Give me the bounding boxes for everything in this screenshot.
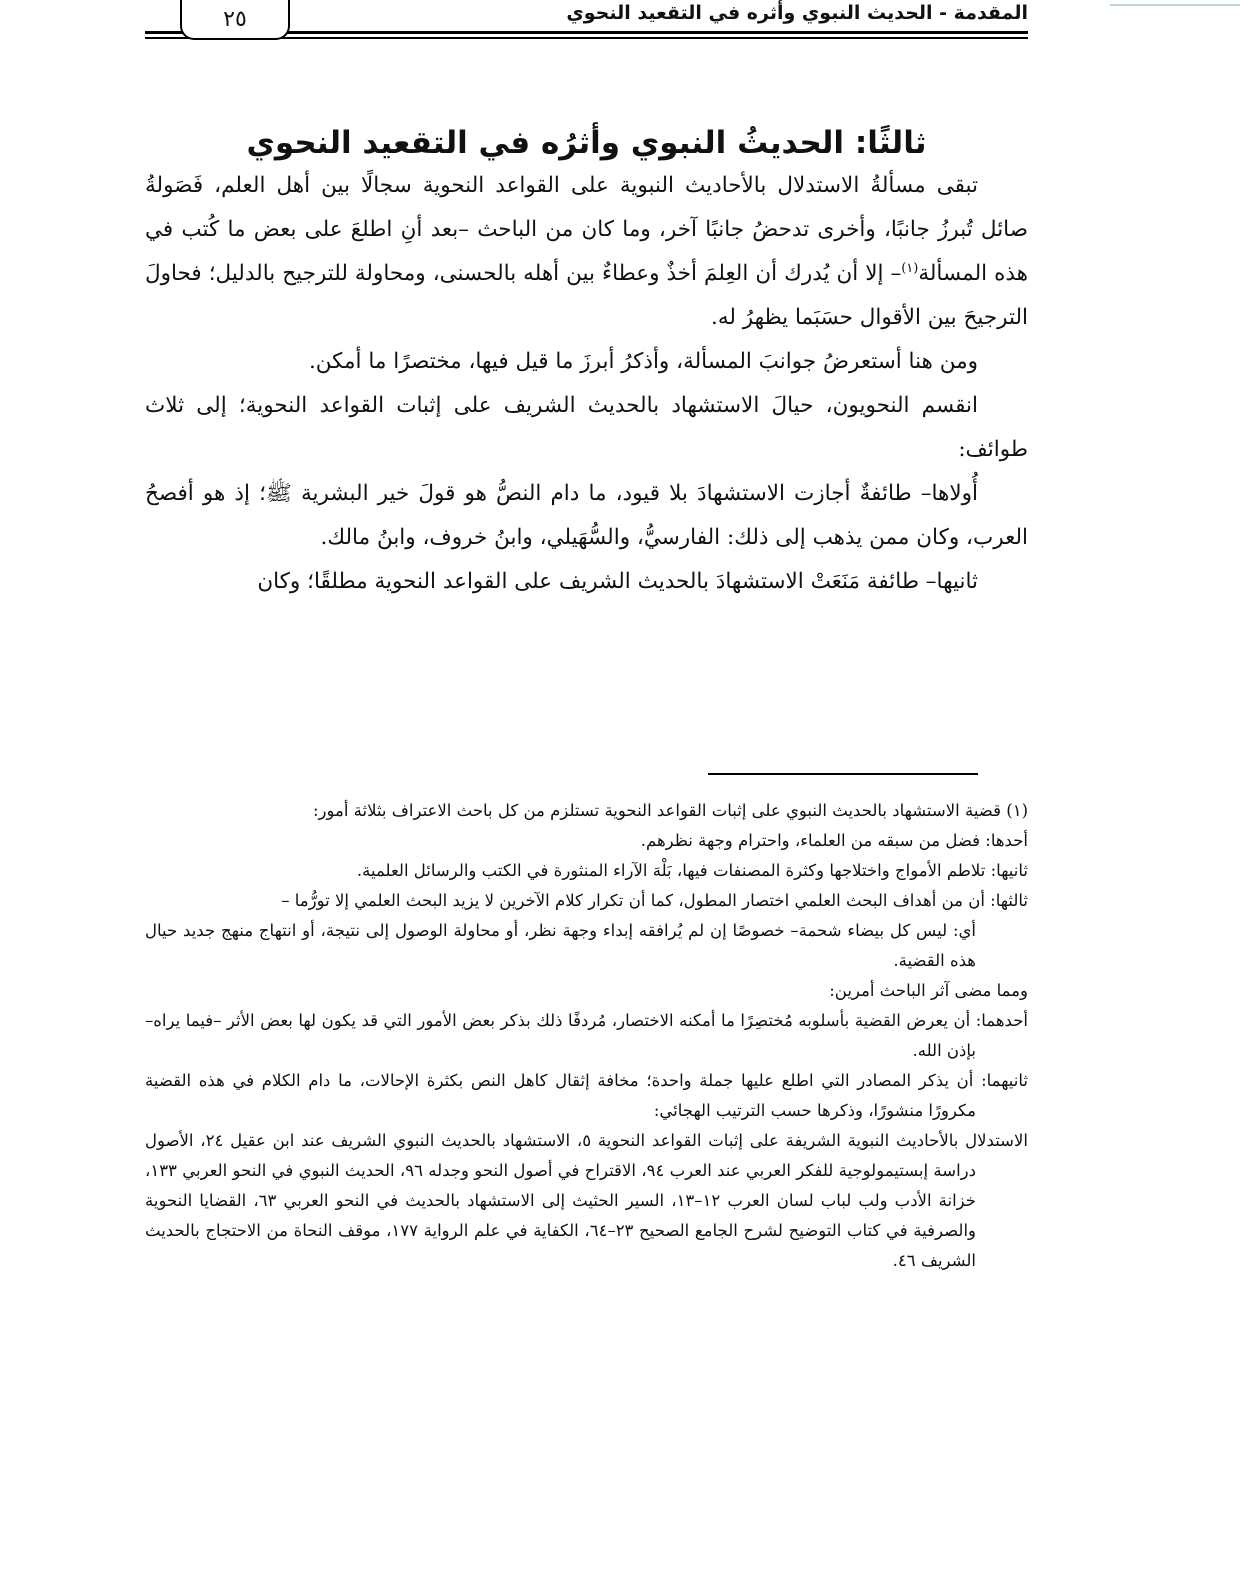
page-header — [145, 0, 1028, 44]
footnote-sources-list: الاستدلال بالأحاديث النبوية الشريفة على إثبات القواعد النحوية ٥، الاستشهاد بالحديث النبوي الشريف عند ابن عقيل ٢٤، الأصول دراسة إبستيمولوجية للفكر العربي عند العرب ٩٤، الاقتراح في أصول النحو وجدله ٩٦، الحديث النبوي في النحو العربي ١٣٣، خزانة الأدب ولب لباب لسان العرب ١٢–١٣، السير الحثيث إلى الاستشهاد بالحديث في النحو العربي ٦٣، القضايا النحوية والصرفية في كتاب التوضيح لشرح الجامع الصحيح ٢٣–٦٤، الكفاية في علم الرواية ١٧٧، موقف النحاة من الاحتجاج بالحديث الشريف ٤٦. — [145, 1131, 1028, 1270]
footnote-line-8: ثانيهما: أن يذكر المصادر التي اطلع عليها جملة واحدة؛ مخافة إثقال كاهل النص بكثرة الإحالات، ما دام الكلام في هذه القضية مكرورًا منشورًا، وذكرها حسب الترتيب الهجائي: — [145, 1071, 1028, 1120]
footnote-line-7: أحدهما: أن يعرض القضية بأسلوبه مُختصِرًا ما أمكنه الاختصار، مُردفًا ذلك بذكر بعض الأمور التي قد يكون لها بعض الأثر –فيما يراه– بإذن الله. — [145, 1011, 1028, 1060]
paragraph-4: أُولاها– طائفةٌ أجازت الاستشهادَ بلا قيود، ما دام النصُّ هو قولَ خير البشرية ﷺ؛ إذ هو أفصحُ العرب، وكان ممن يذهب إلى ذلك: الفارسيُّ، والسُّهَيلي، وابنُ خروف، وابنُ مالك. — [145, 481, 1028, 550]
footnote-reference-marker: (١) — [901, 260, 919, 276]
footnote-line-6: ومما مضى آثر الباحث أمرين: — [829, 981, 1028, 1000]
section-title-separator: : — [844, 124, 868, 161]
section-title — [145, 125, 1028, 161]
footnote-line-5: أي: ليس كل بيضاء شحمة– خصوصًا إن لم يُرافقه إبداء وجهة نظر، أو محاولة الوصول إلى نتيجة، أو انتهاج منهج جديد حيال هذه القضية. — [145, 921, 976, 970]
page-number: ٢٥ — [223, 6, 247, 32]
page-number-tab — [180, 0, 290, 40]
footnote-line-4: ثالثها: أن من أهداف البحث العلمي اختصار المطول، كما أن تكرار كلام الآخرين لا يزيد البحث العلمي إلا تورُّما – — [281, 891, 1028, 910]
corner-decoration-line — [1110, 4, 1240, 6]
paragraph-1 — [145, 164, 1028, 340]
footnotes — [145, 796, 1028, 1276]
footnote-separator — [708, 773, 978, 775]
paragraph-1-part-b: – إلا أن يُدرك أن العِلمَ أخذٌ وعطاءٌ بين أهله بالحسنى، ومحاولة للترجيح بالدليل؛ فحاولَ الترجيحَ بين الأقوال حسَبَما يظهرُ له. — [145, 261, 1028, 330]
body-text — [145, 164, 1028, 604]
section-title-prefix: ثالثًا — [867, 124, 927, 161]
footnote-line-2: أحدها: فضل من سبقه من العلماء، واحترام وجهة نظرهم. — [640, 831, 1028, 850]
paragraph-2: ومن هنا أستعرضُ جوانبَ المسألة، وأذكرُ أبرزَ ما قيل فيها، مختصرًا ما أمكن. — [308, 349, 978, 374]
footnote-1: (١) قضية الاستشهاد بالحديث النبوي على إثبات القواعد النحوية تستلزم من كل باحث الاعتراف بثلاثة أمور: — [312, 801, 1028, 820]
footnote-line-3: ثانيها: تلاطم الأمواج واختلاجها وكثرة المصنفات فيها، بَلْهَ الآراء المنثورة في الكتب والرسائل العلمية. — [356, 861, 1028, 880]
paragraph-5: ثانيها– طائفة مَنَعَتْ الاستشهادَ بالحديث الشريف على القواعد النحوية مطلقًا؛ وكان — [257, 569, 978, 594]
section-title-main: الحديثُ النبوي وأثرُه في التقعيد النحوي — [246, 124, 845, 161]
paragraph-1-part-a: تبقى مسألةُ الاستدلال بالأحاديث النبوية على القواعد النحوية سجالًا بين أهل العلم، فَصَولةُ صائل تُبرزُ جانبًا، وأخرى تدحضُ جانبًا آخر، وما كان من الباحث –بعد أنِ اطلعَ على بعض ما كُتب في هذه المسألة — [145, 173, 1028, 286]
running-title: المقدمة - الحديث النبوي وأثره في التقعيد النحوي — [566, 2, 1028, 24]
paragraph-3: انقسم النحويون، حيالَ الاستشهاد بالحديث الشريف على إثبات القواعد النحوية؛ إلى ثلاث طوائف: — [145, 393, 1028, 462]
